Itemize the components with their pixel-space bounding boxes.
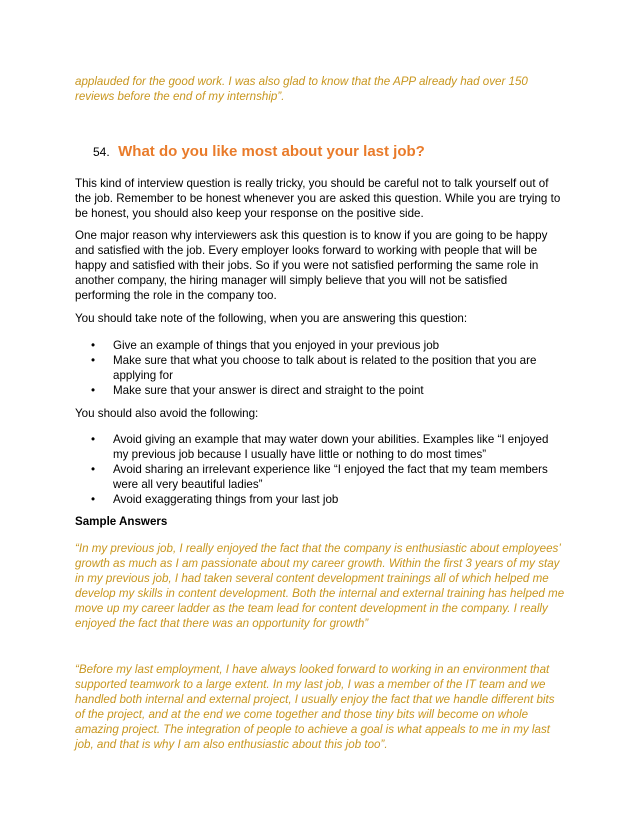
list-item-text: Give an example of things that you enjoyed in your previous job [113, 339, 440, 352]
list-item [75, 353, 565, 383]
list-item-text: Avoid exaggerating things from your last job [113, 493, 339, 506]
sample-answer-2: “Before my last employment, I have always looked forward to working in an environment that supported teamwork to a large extent. In my last job, I was a member of the IT team and we handled both internal and external project, I usually enjoy the fact that we handle different bits of the project, and at the end we come together and those tiny bits will become on whole amazing project. The integration of people to achieve a goal is what appeals to me in my last job, and that is why I am also enthusiastic about this job too”. [75, 663, 555, 751]
avoid-list [75, 432, 565, 507]
bullet-icon: • [91, 463, 96, 476]
list-item [75, 492, 565, 507]
bullet-icon: • [91, 354, 96, 367]
list-item-text: Make sure that what you choose to talk about is related to the position that you are applying for [113, 354, 537, 382]
paragraph-take-note: You should take note of the following, when you are answering this question: [75, 312, 468, 325]
list-item-text: Make sure that your answer is direct and straight to the point [113, 384, 424, 397]
question-number: 54. [93, 145, 110, 159]
bullet-icon: • [91, 493, 96, 506]
paragraph-intro: This kind of interview question is really tricky, you should be careful not to talk yourself out of the job. Remember to be honest whenever you are asked this question. While you are trying to be honest, you should also keep your response on the positive side. [75, 177, 561, 220]
sample-answers-heading: Sample Answers [75, 515, 168, 528]
list-item-text: Avoid sharing an irrelevant experience like “I enjoyed the fact that my team members were all very beautiful ladies” [113, 463, 548, 491]
question-heading [93, 143, 425, 161]
list-item [75, 338, 565, 353]
bullet-icon: • [91, 384, 96, 397]
sample-answer-1: “In my previous job, I really enjoyed the fact that the company is enthusiastic about employees’ growth as much as I am passionate about my career growth. Within the first 3 years of my stay in my previous job, I had taken several content development trainings all of which helped me develop my skills in content development. Both the internal and external training has helped me move up my career ladder as the team lead for content development in the company. I really enjoyed the fact that there was an opportunity for growth” [75, 542, 565, 630]
paragraph-reason: One major reason why interviewers ask this question is to know if you are going to be happy and satisfied with the job. Every employer looks forward to working with people that will be happy and satisfied with their jobs. So if you were not satisfied performing the same role in another company, the hiring manager will simply believe that you will not be satisfied performing the role in the company too. [75, 229, 548, 302]
intro-quote: applauded for the good work. I was also glad to know that the APP already had over 150 reviews before the end of my internship”. [75, 75, 528, 103]
bullet-icon: • [91, 433, 96, 446]
list-item-text: Avoid giving an example that may water down your abilities. Examples like “I enjoyed my previous job because I usually have little or nothing to do most times” [113, 433, 549, 461]
list-item [75, 462, 565, 492]
paragraph-avoid: You should also avoid the following: [75, 407, 259, 420]
list-item [75, 383, 565, 398]
list-item [75, 432, 565, 462]
bullet-icon: • [91, 339, 96, 352]
take-note-list [75, 338, 565, 398]
question-title: What do you like most about your last job? [118, 143, 425, 160]
